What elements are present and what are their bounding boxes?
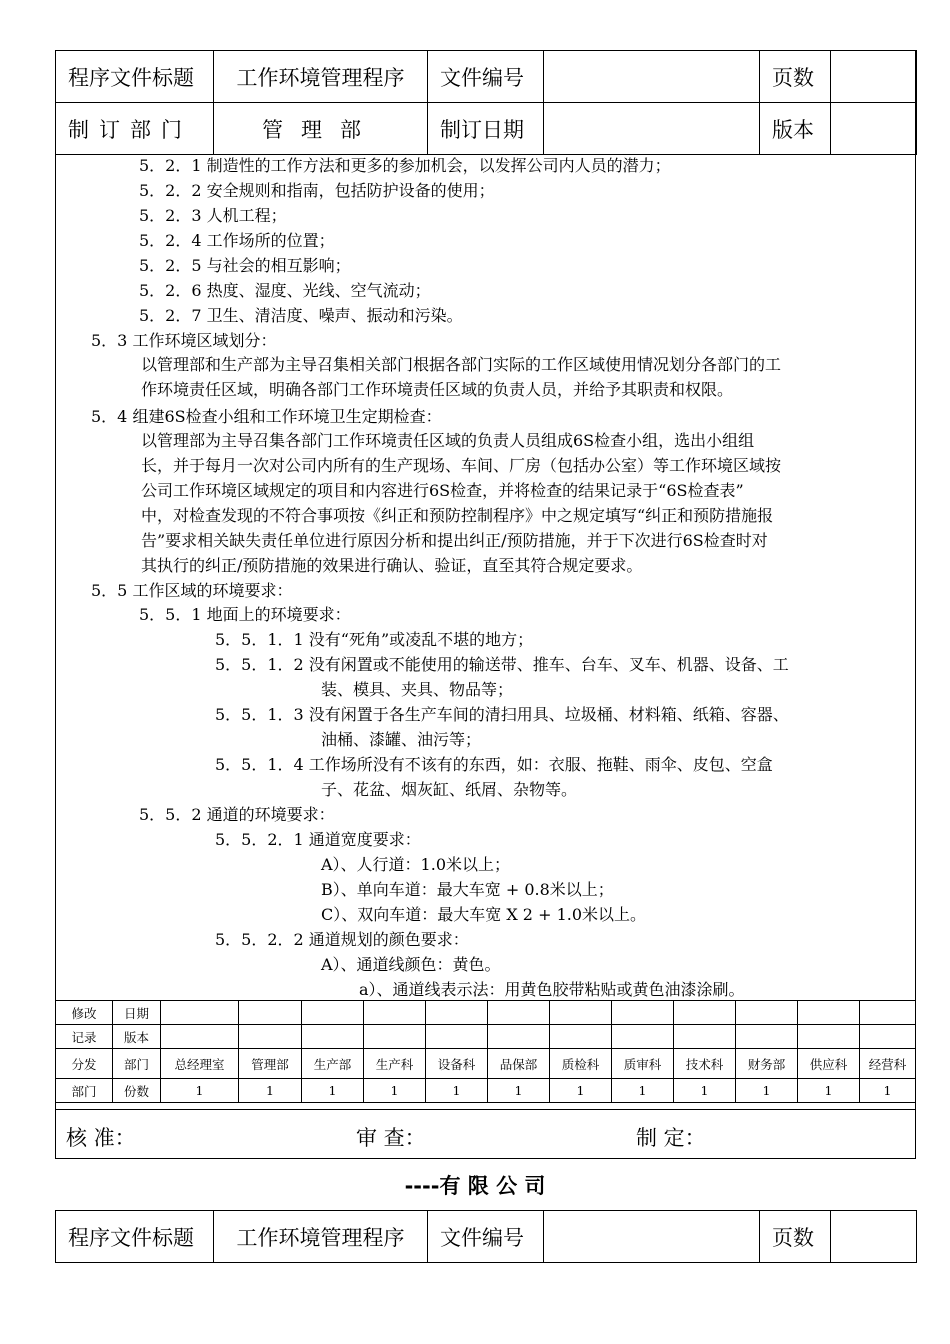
clause-5-5-2: 5．5．2 通道的环境要求： [139, 805, 335, 824]
dept-cell: 财务部 [736, 1049, 798, 1079]
document-header-table [55, 50, 917, 155]
company-name: ----有 限 公 司 [404, 1174, 546, 1198]
rev-version-label: 版本 [113, 1025, 161, 1049]
dept-cell: 生产部 [302, 1049, 364, 1079]
item-a: A）、通道线颜色：黄色。 [321, 955, 501, 974]
date-label: 制订日期 [428, 103, 544, 155]
title-label: 程序文件标题 [56, 1211, 214, 1263]
pages-label: 页数 [760, 1211, 831, 1263]
dist-copies-label: 份数 [113, 1079, 161, 1103]
item-b: B）、单向车道：最大车宽 + 0.8米以上； [321, 880, 614, 899]
pages-value [831, 51, 917, 103]
dept-cell: 生产科 [364, 1049, 426, 1079]
distribution-label: 部门 [56, 1079, 113, 1103]
doc-no-value [544, 51, 760, 103]
section-5-4-heading: 5．4 组建6S检查小组和工作环境卫生定期检查： [91, 407, 442, 426]
item-a: A）、人行道：1.0米以上； [321, 855, 511, 874]
paragraph-line: 以管理部为主导召集各部门工作环境责任区域的负责人员组成6S检查小组，选出小组组 [141, 431, 755, 450]
revision-label: 记录 [56, 1025, 113, 1049]
clause-5-2-6: 5．2．6 热度、湿度、光线、空气流动； [139, 281, 431, 300]
dept-cell: 管理部 [239, 1049, 302, 1079]
dept-cell: 设备科 [426, 1049, 488, 1079]
clause-5-2-1: 5．2．1 制造性的工作方法和更多的参加机会，以发挥公司内人员的潜力； [139, 156, 671, 175]
next-page-header-table [55, 1210, 917, 1263]
dept-cell: 技术科 [674, 1049, 736, 1079]
clause-5-2-5: 5．2．5 与社会的相互影响； [139, 256, 351, 275]
paragraph-line: 其执行的纠正/预防措施的效果进行确认、验证，直至其符合规定要求。 [141, 556, 643, 575]
dept-cell: 经营科 [860, 1049, 916, 1079]
dept-value: 管理部 [214, 103, 428, 155]
dept-cell: 质检科 [550, 1049, 612, 1079]
dept-cell: 供应科 [798, 1049, 860, 1079]
dept-cell: 总经理室 [161, 1049, 239, 1079]
distribution-label: 分发 [56, 1049, 113, 1079]
clause-5-5-1: 5．5．1 地面上的环境要求： [139, 605, 351, 624]
copies-cell: 1 [488, 1079, 550, 1103]
copies-cell: 1 [860, 1079, 916, 1103]
review-label: 审 查： [356, 1126, 426, 1150]
paragraph-line: 告”要求相关缺失责任单位进行原因分析和提出纠正/预防措施，并于下次进行6S检查时对 [141, 531, 768, 550]
document-body [55, 154, 916, 1000]
prepare-label: 制 定： [636, 1126, 706, 1150]
clause-5-5-1-2: 5．5．1．2 没有闲置或不能使用的输送带、推车、台车、叉车、机器、设备、工 [215, 655, 789, 674]
section-5-3-heading: 5．3 工作环境区域划分： [91, 331, 277, 350]
version-label: 版本 [760, 103, 831, 155]
copies-cell: 1 [736, 1079, 798, 1103]
clause-5-2-3: 5．2．3 人机工程； [139, 206, 287, 225]
rev-date-label: 日期 [113, 1001, 161, 1025]
signoff-row [55, 1109, 916, 1159]
title-value: 工作环境管理程序 [214, 51, 428, 103]
doc-no-value [544, 1211, 760, 1263]
approve-label: 核 准： [66, 1126, 136, 1150]
copies-cell: 1 [426, 1079, 488, 1103]
clause-5-5-2-2: 5．5．2．2 通道规划的颜色要求： [215, 930, 469, 949]
dist-dept-label: 部门 [113, 1049, 161, 1079]
copies-cell: 1 [550, 1079, 612, 1103]
doc-no-label: 文件编号 [428, 1211, 544, 1263]
copies-cell: 1 [612, 1079, 674, 1103]
clause-continuation: 子、花盆、烟灰缸、纸屑、杂物等。 [321, 780, 578, 799]
pages-value [831, 1211, 917, 1263]
dept-cell: 质审科 [612, 1049, 674, 1079]
copies-cell: 1 [239, 1079, 302, 1103]
section-5-5-heading: 5．5 工作区域的环境要求： [91, 581, 293, 600]
item-c: C）、双向车道：最大车宽 X 2 + 1.0米以上。 [321, 905, 647, 924]
version-value [831, 103, 917, 155]
clause-5-5-1-1: 5．5．1．1 没有“死角”或凌乱不堪的地方； [215, 630, 534, 649]
paragraph-line: 以管理部和生产部为主导召集相关部门根据各部门实际的工作区域使用情况划分各部门的工 [141, 355, 782, 374]
clause-5-2-2: 5．2．2 安全规则和指南，包括防护设备的使用； [139, 181, 495, 200]
revision-label: 修改 [56, 1001, 113, 1025]
clause-5-2-7: 5．2．7 卫生、清洁度、噪声、振动和污染。 [139, 306, 463, 325]
paragraph-line: 长，并于每月一次对公司内所有的生产现场、车间、厂房（包括办公室）等工作环境区域按 [141, 456, 782, 475]
clause-5-2-4: 5．2．4 工作场所的位置； [139, 231, 335, 250]
clause-5-5-1-3: 5．5．1．3 没有闲置于各生产车间的清扫用具、垃圾桶、材料箱、纸箱、容器、 [215, 705, 789, 724]
dept-label: 制订部门 [56, 103, 214, 155]
paragraph-line: 作环境责任区域，明确各部门工作环境责任区域的负责人员，并给予其职责和权限。 [141, 380, 734, 399]
clause-5-5-2-1: 5．5．2．1 通道宽度要求： [215, 830, 421, 849]
copies-cell: 1 [161, 1079, 239, 1103]
title-value: 工作环境管理程序 [214, 1211, 428, 1263]
doc-no-label: 文件编号 [428, 51, 544, 103]
record-table [55, 1000, 916, 1103]
paragraph-line: 中，对检查发现的不符合事项按《纠正和预防控制程序》中之规定填写“纠正和预防措施报 [141, 506, 774, 525]
copies-cell: 1 [798, 1079, 860, 1103]
pages-label: 页数 [760, 51, 831, 103]
clause-continuation: 油桶、漆罐、油污等； [321, 730, 482, 749]
dept-cell: 品保部 [488, 1049, 550, 1079]
copies-cell: 1 [302, 1079, 364, 1103]
sub-item-a: a）、通道线表示法：用黄色胶带粘贴或黄色油漆涂刷。 [359, 980, 745, 999]
title-label: 程序文件标题 [56, 51, 214, 103]
date-value [544, 103, 760, 155]
clause-5-5-1-4: 5．5．1．4 工作场所没有不该有的东西，如：衣服、拖鞋、雨伞、皮包、空盒 [215, 755, 773, 774]
paragraph-line: 公司工作环境区域规定的项目和内容进行6S检查，并将检查的结果记录于“6S检查表” [141, 481, 744, 500]
clause-continuation: 装、模具、夹具、物品等； [321, 680, 514, 699]
copies-cell: 1 [364, 1079, 426, 1103]
copies-cell: 1 [674, 1079, 736, 1103]
